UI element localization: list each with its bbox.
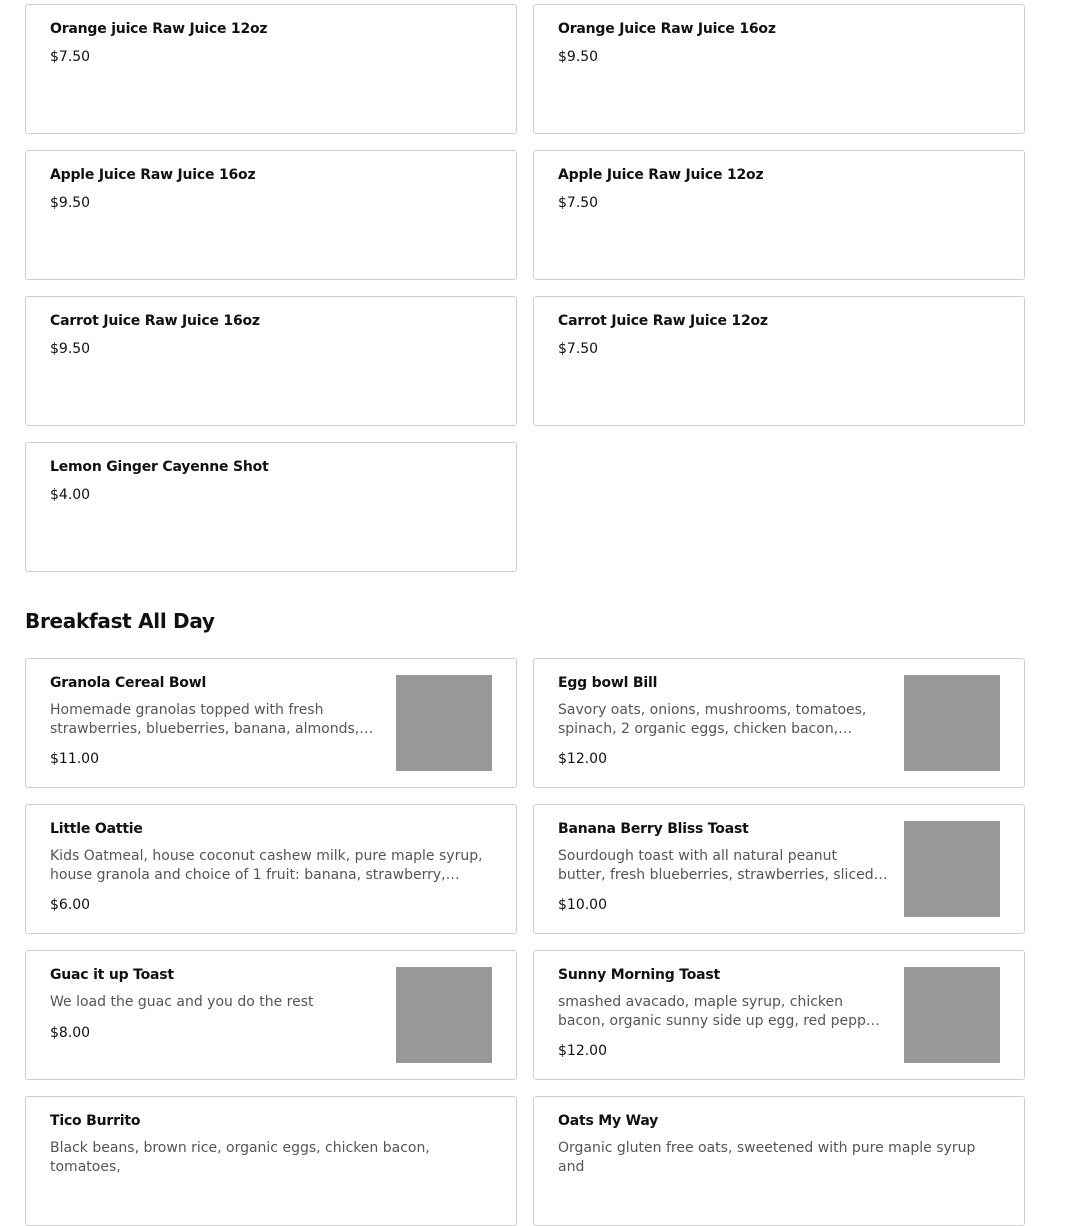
item-image xyxy=(396,675,492,771)
item-name: Orange Juice Raw Juice 16oz xyxy=(558,21,776,37)
item-name: Oats My Way xyxy=(558,1113,659,1129)
menu-item-card[interactable] xyxy=(533,296,1025,426)
menu-item-card[interactable] xyxy=(533,950,1025,1080)
item-name: Carrot Juice Raw Juice 16oz xyxy=(50,313,260,329)
item-description: smashed avacado, maple syrup, chicken bacon, organic sunny side up egg, red pepper xyxy=(558,994,881,1029)
item-name: Sunny Morning Toast xyxy=(558,967,721,983)
menu-item-card[interactable] xyxy=(533,150,1025,280)
item-description: Homemade granolas topped with fresh strawberries, blueberries, banana, almonds, xyxy=(50,702,360,737)
item-price: $7.50 xyxy=(558,341,599,357)
item-image xyxy=(904,821,1000,917)
item-price: $6.00 xyxy=(50,897,91,913)
item-name: Little Oattie xyxy=(50,821,143,837)
item-description: Savory oats, onions, mushrooms, tomatoes, spinach, 2 organic eggs, chicken bacon, xyxy=(558,702,867,737)
item-price: $7.50 xyxy=(50,49,91,65)
menu-item-card[interactable] xyxy=(533,4,1025,134)
item-image xyxy=(904,967,1000,1063)
item-name: Carrot Juice Raw Juice 12oz xyxy=(558,313,768,329)
item-price: $7.50 xyxy=(558,195,599,211)
section-title-breakfast: Breakfast All Day xyxy=(25,609,215,633)
item-price: $10.00 xyxy=(558,897,607,913)
item-price: $11.00 xyxy=(50,751,99,767)
item-price: $12.00 xyxy=(558,751,607,767)
item-name: Apple Juice Raw Juice 16oz xyxy=(50,167,256,183)
item-description: Kids Oatmeal, house coconut cashew milk, pure maple syrup, house granola and choice of 1 fruit: banana, strawberry, xyxy=(50,848,483,883)
item-name: Granola Cereal Bowl xyxy=(50,675,207,691)
item-description: Black beans, brown rice, organic eggs, chicken bacon, tomatoes, xyxy=(50,1140,430,1175)
item-name: Guac it up Toast xyxy=(50,967,174,983)
item-price: $9.50 xyxy=(50,195,91,211)
menu-item-card[interactable] xyxy=(25,296,517,426)
item-description: We load the guac and you do the rest xyxy=(50,994,314,1010)
item-price: $9.50 xyxy=(50,341,91,357)
item-price: $8.00 xyxy=(50,1025,91,1041)
menu-item-card[interactable] xyxy=(25,4,517,134)
item-name: Egg bowl Bill xyxy=(558,675,658,691)
item-name: Orange juice Raw Juice 12oz xyxy=(50,21,268,37)
menu-item-card[interactable] xyxy=(25,150,517,280)
item-name: Tico Burrito xyxy=(50,1113,141,1129)
menu-item-card[interactable] xyxy=(533,804,1025,934)
menu-item-card[interactable] xyxy=(533,658,1025,788)
menu-item-card[interactable] xyxy=(25,442,517,572)
item-price: $12.00 xyxy=(558,1043,607,1059)
item-image xyxy=(904,675,1000,771)
menu-item-card[interactable] xyxy=(25,658,517,788)
item-description: Sourdough toast with all natural peanut butter, fresh blueberries, strawberries, sliced xyxy=(558,848,874,883)
item-name: Lemon Ginger Cayenne Shot xyxy=(50,459,269,475)
item-price: $9.50 xyxy=(558,49,599,65)
item-image xyxy=(396,967,492,1063)
menu-item-card[interactable] xyxy=(25,804,517,934)
menu-item-card[interactable] xyxy=(25,950,517,1080)
item-name: Apple Juice Raw Juice 12oz xyxy=(558,167,764,183)
item-price: $4.00 xyxy=(50,487,91,503)
item-name: Banana Berry Bliss Toast xyxy=(558,821,749,837)
item-description: Organic gluten free oats, sweetened with pure maple syrup and xyxy=(558,1140,976,1175)
menu-item-card[interactable] xyxy=(25,1096,517,1226)
menu-item-card[interactable] xyxy=(533,1096,1025,1226)
